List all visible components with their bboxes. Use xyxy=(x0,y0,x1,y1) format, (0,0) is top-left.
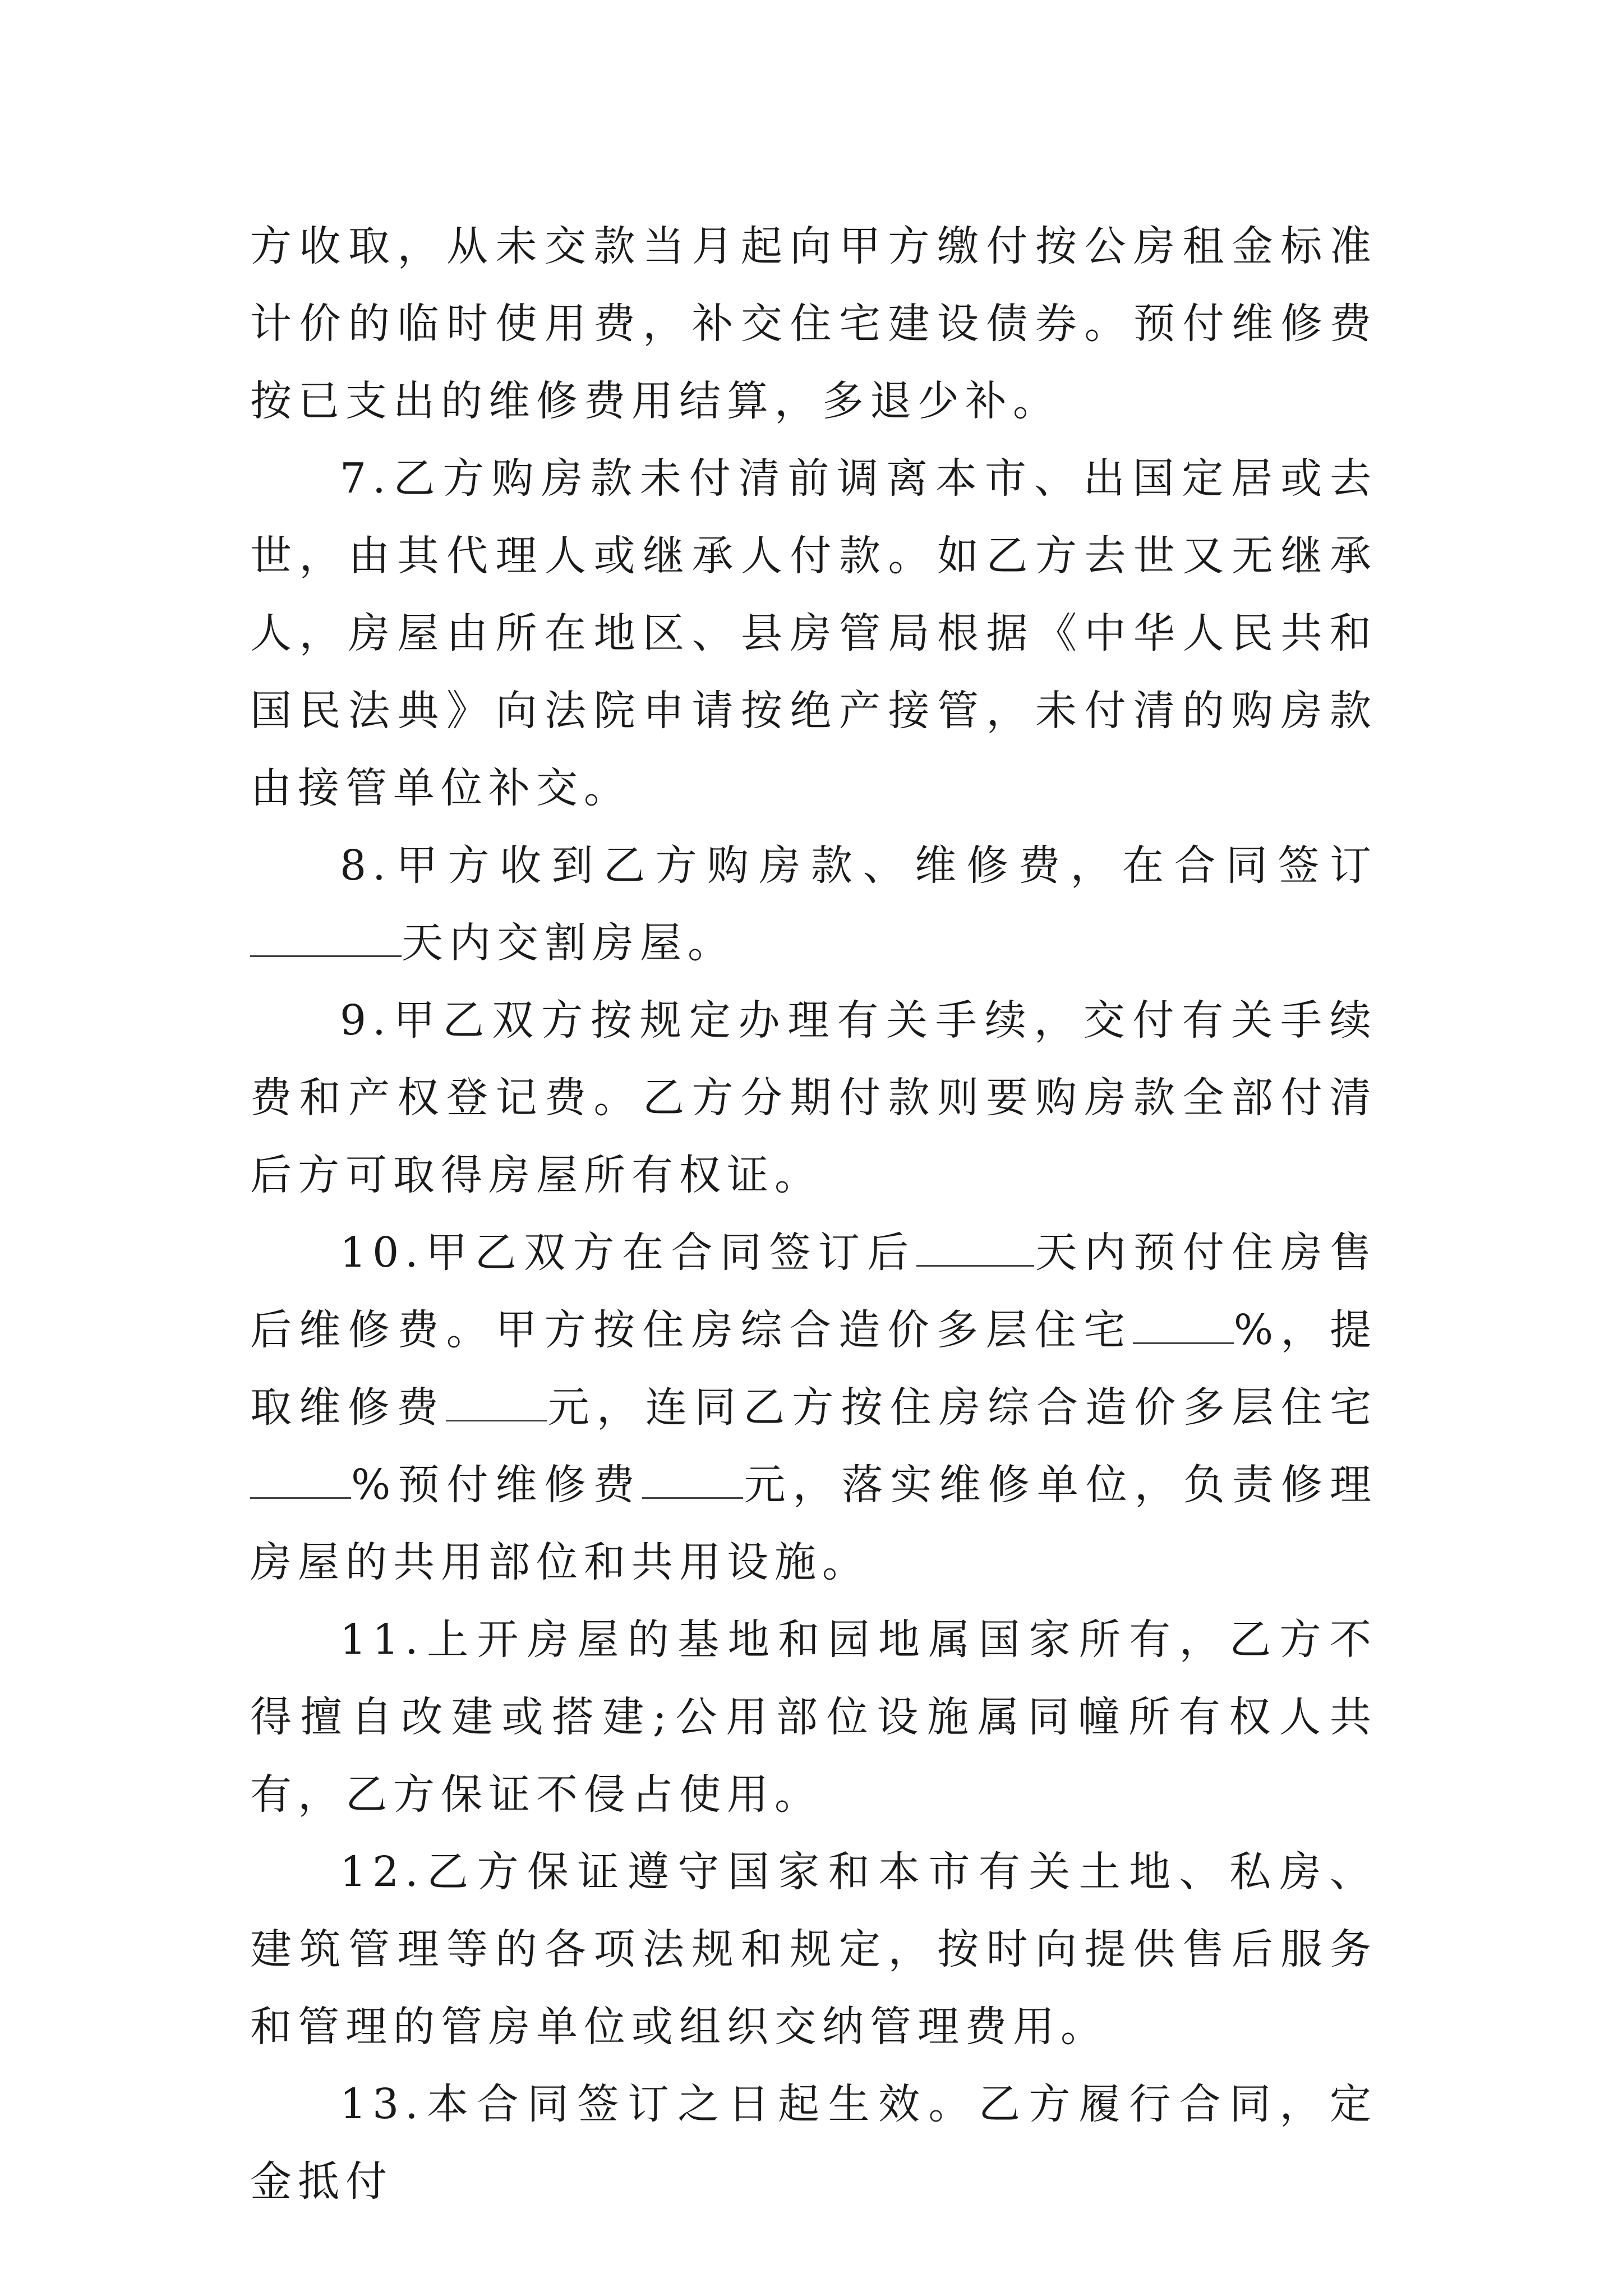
paragraph-p7 xyxy=(250,440,1377,827)
fill-in-blank xyxy=(250,922,402,957)
paragraph-p13 xyxy=(250,2065,1377,2220)
paragraph-p9 xyxy=(250,982,1377,1214)
paragraph-text: 8.甲方收到乙方购房款、维修费，在合同签订 xyxy=(340,841,1377,890)
paragraph-text: %，提取维修费 xyxy=(250,1306,1377,1432)
paragraph-text: 元，落实维修单位，负责修理房屋的共用部位和共用设施。 xyxy=(250,1461,1377,1586)
paragraph-text: %预付维修费 xyxy=(351,1461,642,1509)
paragraph-text: 元，连同乙方按住房综合造价多层住宅 xyxy=(546,1383,1378,1432)
fill-in-blank xyxy=(446,1386,547,1421)
paragraph-text: 天内交割房屋。 xyxy=(402,919,735,967)
paragraph-text: 7.乙方购房款未付清前调离本市、出国定居或去世，由其代理人或继承人付款。如乙方去世又无继承人，房屋由所在地区、县房管局根据《中华人民共和国民法典》向法院申请按绝产接管，未付清的购房款由接管单位补交。 xyxy=(250,454,1377,812)
paragraph-text: 13.本合同签订之日起生效。乙方履行合同，定金抵付 xyxy=(250,2080,1377,2206)
paragraph-p10 xyxy=(250,1214,1377,1601)
paragraph-text: 10.甲乙双方在合同签订后 xyxy=(340,1228,916,1277)
paragraph-p11 xyxy=(250,1601,1377,1833)
paragraph-text: 12.乙方保证遵守国家和本市有关土地、私房、建筑管理等的各项法规和规定，按时向提供售后服务和管理的管房单位或组织交纳管理费用。 xyxy=(250,1848,1377,2051)
contract-text xyxy=(250,208,1377,2220)
paragraph-p8 xyxy=(250,827,1377,982)
paragraph-text: 11.上开房屋的基地和园地属国家所有，乙方不得擅自改建或搭建;公用部位设施属同幢所有权人共有，乙方保证不侵占使用。 xyxy=(250,1616,1377,1819)
fill-in-blank xyxy=(1133,1309,1234,1344)
fill-in-blank xyxy=(916,1231,1034,1267)
paragraph-text: 9.甲乙双方按规定办理有关手续，交付有关手续费和产权登记费。乙方分期付款则要购房款全部付清后方可取得房屋所有权证。 xyxy=(250,996,1377,1199)
fill-in-blank xyxy=(642,1464,743,1499)
paragraph-p-cont-6 xyxy=(250,208,1377,440)
paragraph-text: 方收取，从未交款当月起向甲方缴付按公房租金标准计价的临时使用费，补交住宅建设债券。预付维修费按已支出的维修费用结算，多退少补。 xyxy=(250,222,1377,425)
fill-in-blank xyxy=(250,1464,351,1499)
paragraph-text: 天内预付住房售后维修费。甲方按住房综合造价多层住宅 xyxy=(250,1228,1377,1354)
paragraph-p12 xyxy=(250,1833,1377,2065)
